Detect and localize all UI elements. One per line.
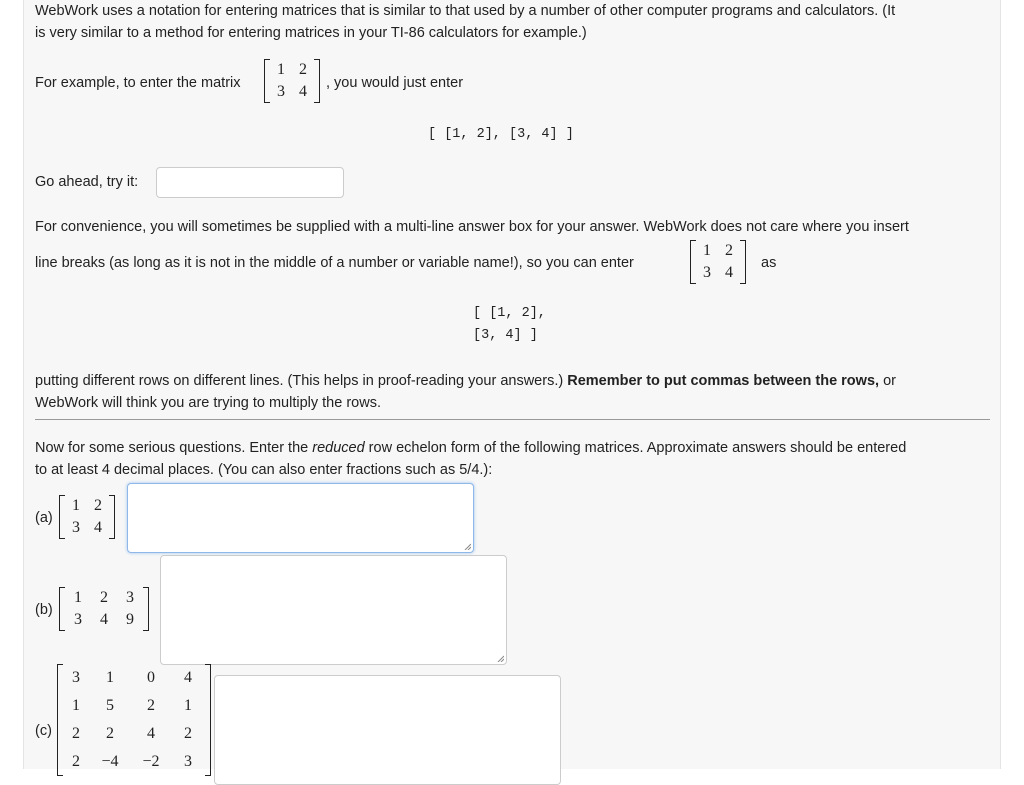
matrix-cell: 1	[106, 669, 114, 686]
matrix-cell: 2	[72, 753, 80, 770]
matrix-cell: 2	[184, 725, 192, 742]
multiline-after-line-1: putting different rows on different lines. (This helps in proof-reading your answers.) Remember to put commas between the rows, or	[35, 373, 896, 389]
matrix-cell: 2	[94, 497, 102, 514]
resize-grip-icon[interactable]	[463, 542, 471, 550]
questions-line-1: Now for some serious questions. Enter the reduced row echelon form of the following matrices. Approximate answers should be entered	[35, 440, 907, 456]
question-a-matrix	[59, 495, 115, 539]
example-prefix: For example, to enter the matrix	[35, 75, 241, 91]
question-a-label: (a)	[35, 510, 53, 526]
matrix-cell: 3	[72, 519, 80, 536]
matrix-cell: 5	[106, 697, 114, 714]
matrix-cell: 1	[277, 61, 285, 78]
matrix-cell: 1	[184, 697, 192, 714]
multiline-line-1: For convenience, you will sometimes be supplied with a multi-line answer box for your answer. WebWork does not care where you insert	[35, 219, 909, 235]
matrix-cell: 3	[277, 83, 285, 100]
matrix-cell: 9	[126, 611, 134, 628]
matrix-cell: 2	[299, 61, 307, 78]
matrix-cell: 3	[126, 589, 134, 606]
question-b-label: (b)	[35, 602, 53, 618]
matrix-cell: −4	[101, 753, 119, 770]
questions-line-2: to at least 4 decimal places. (You can also enter fractions such as 5/4.):	[35, 462, 493, 478]
multiline-line-2: line breaks (as long as it is not in the middle of a number or variable name!), so you can enter	[35, 255, 634, 271]
matrix-cell: 1	[74, 589, 82, 606]
matrix-cell: 4	[147, 725, 155, 742]
matrix-cell: −2	[142, 753, 160, 770]
matrix-cell: 4	[184, 669, 192, 686]
matrix-cell: 3	[184, 753, 192, 770]
resize-grip-icon[interactable]	[496, 654, 504, 662]
multiline-after-line-2: WebWork will think you are trying to multiply the rows.	[35, 395, 381, 411]
matrix-cell: 4	[299, 83, 307, 100]
question-c-matrix	[57, 664, 211, 776]
matrix-cell: 1	[72, 697, 80, 714]
example-suffix: , you would just enter	[326, 75, 464, 91]
answer-b-textarea[interactable]	[160, 555, 507, 665]
section-divider	[35, 419, 990, 420]
matrix-cell: 4	[725, 264, 733, 281]
matrix-cell: 0	[147, 669, 155, 686]
example-matrix	[264, 59, 320, 103]
matrix-cell: 4	[94, 519, 102, 536]
matrix-cell: 3	[72, 669, 80, 686]
matrix-cell: 2	[725, 242, 733, 259]
matrix-cell: 1	[72, 497, 80, 514]
example-code: [ [1, 2], [3, 4] ]	[428, 127, 574, 142]
matrix-cell: 3	[74, 611, 82, 628]
problem-page	[23, 0, 1001, 769]
multiline-code-line-1: [ [1, 2],	[473, 306, 546, 321]
matrix-cell: 2	[106, 725, 114, 742]
matrix-cell: 2	[100, 589, 108, 606]
intro-line-2: is very similar to a method for entering matrices in your TI-86 calculators for example.)	[35, 25, 587, 41]
try-it-input[interactable]	[156, 167, 344, 198]
try-label: Go ahead, try it:	[35, 174, 139, 190]
matrix-cell: 4	[100, 611, 108, 628]
matrix-cell: 2	[147, 697, 155, 714]
matrix-cell: 2	[72, 725, 80, 742]
question-b-matrix	[59, 587, 149, 631]
question-c-label: (c)	[35, 723, 52, 739]
multiline-example-matrix	[690, 240, 746, 284]
matrix-cell: 1	[703, 242, 711, 259]
multiline-code-line-2: [3, 4] ]	[473, 328, 538, 343]
answer-a-textarea[interactable]	[127, 483, 474, 553]
matrix-cell: 3	[703, 264, 711, 281]
as-text: as	[761, 255, 777, 271]
intro-line-1: WebWork uses a notation for entering matrices that is similar to that used by a number of other computer programs and calculators. (It	[35, 3, 896, 19]
